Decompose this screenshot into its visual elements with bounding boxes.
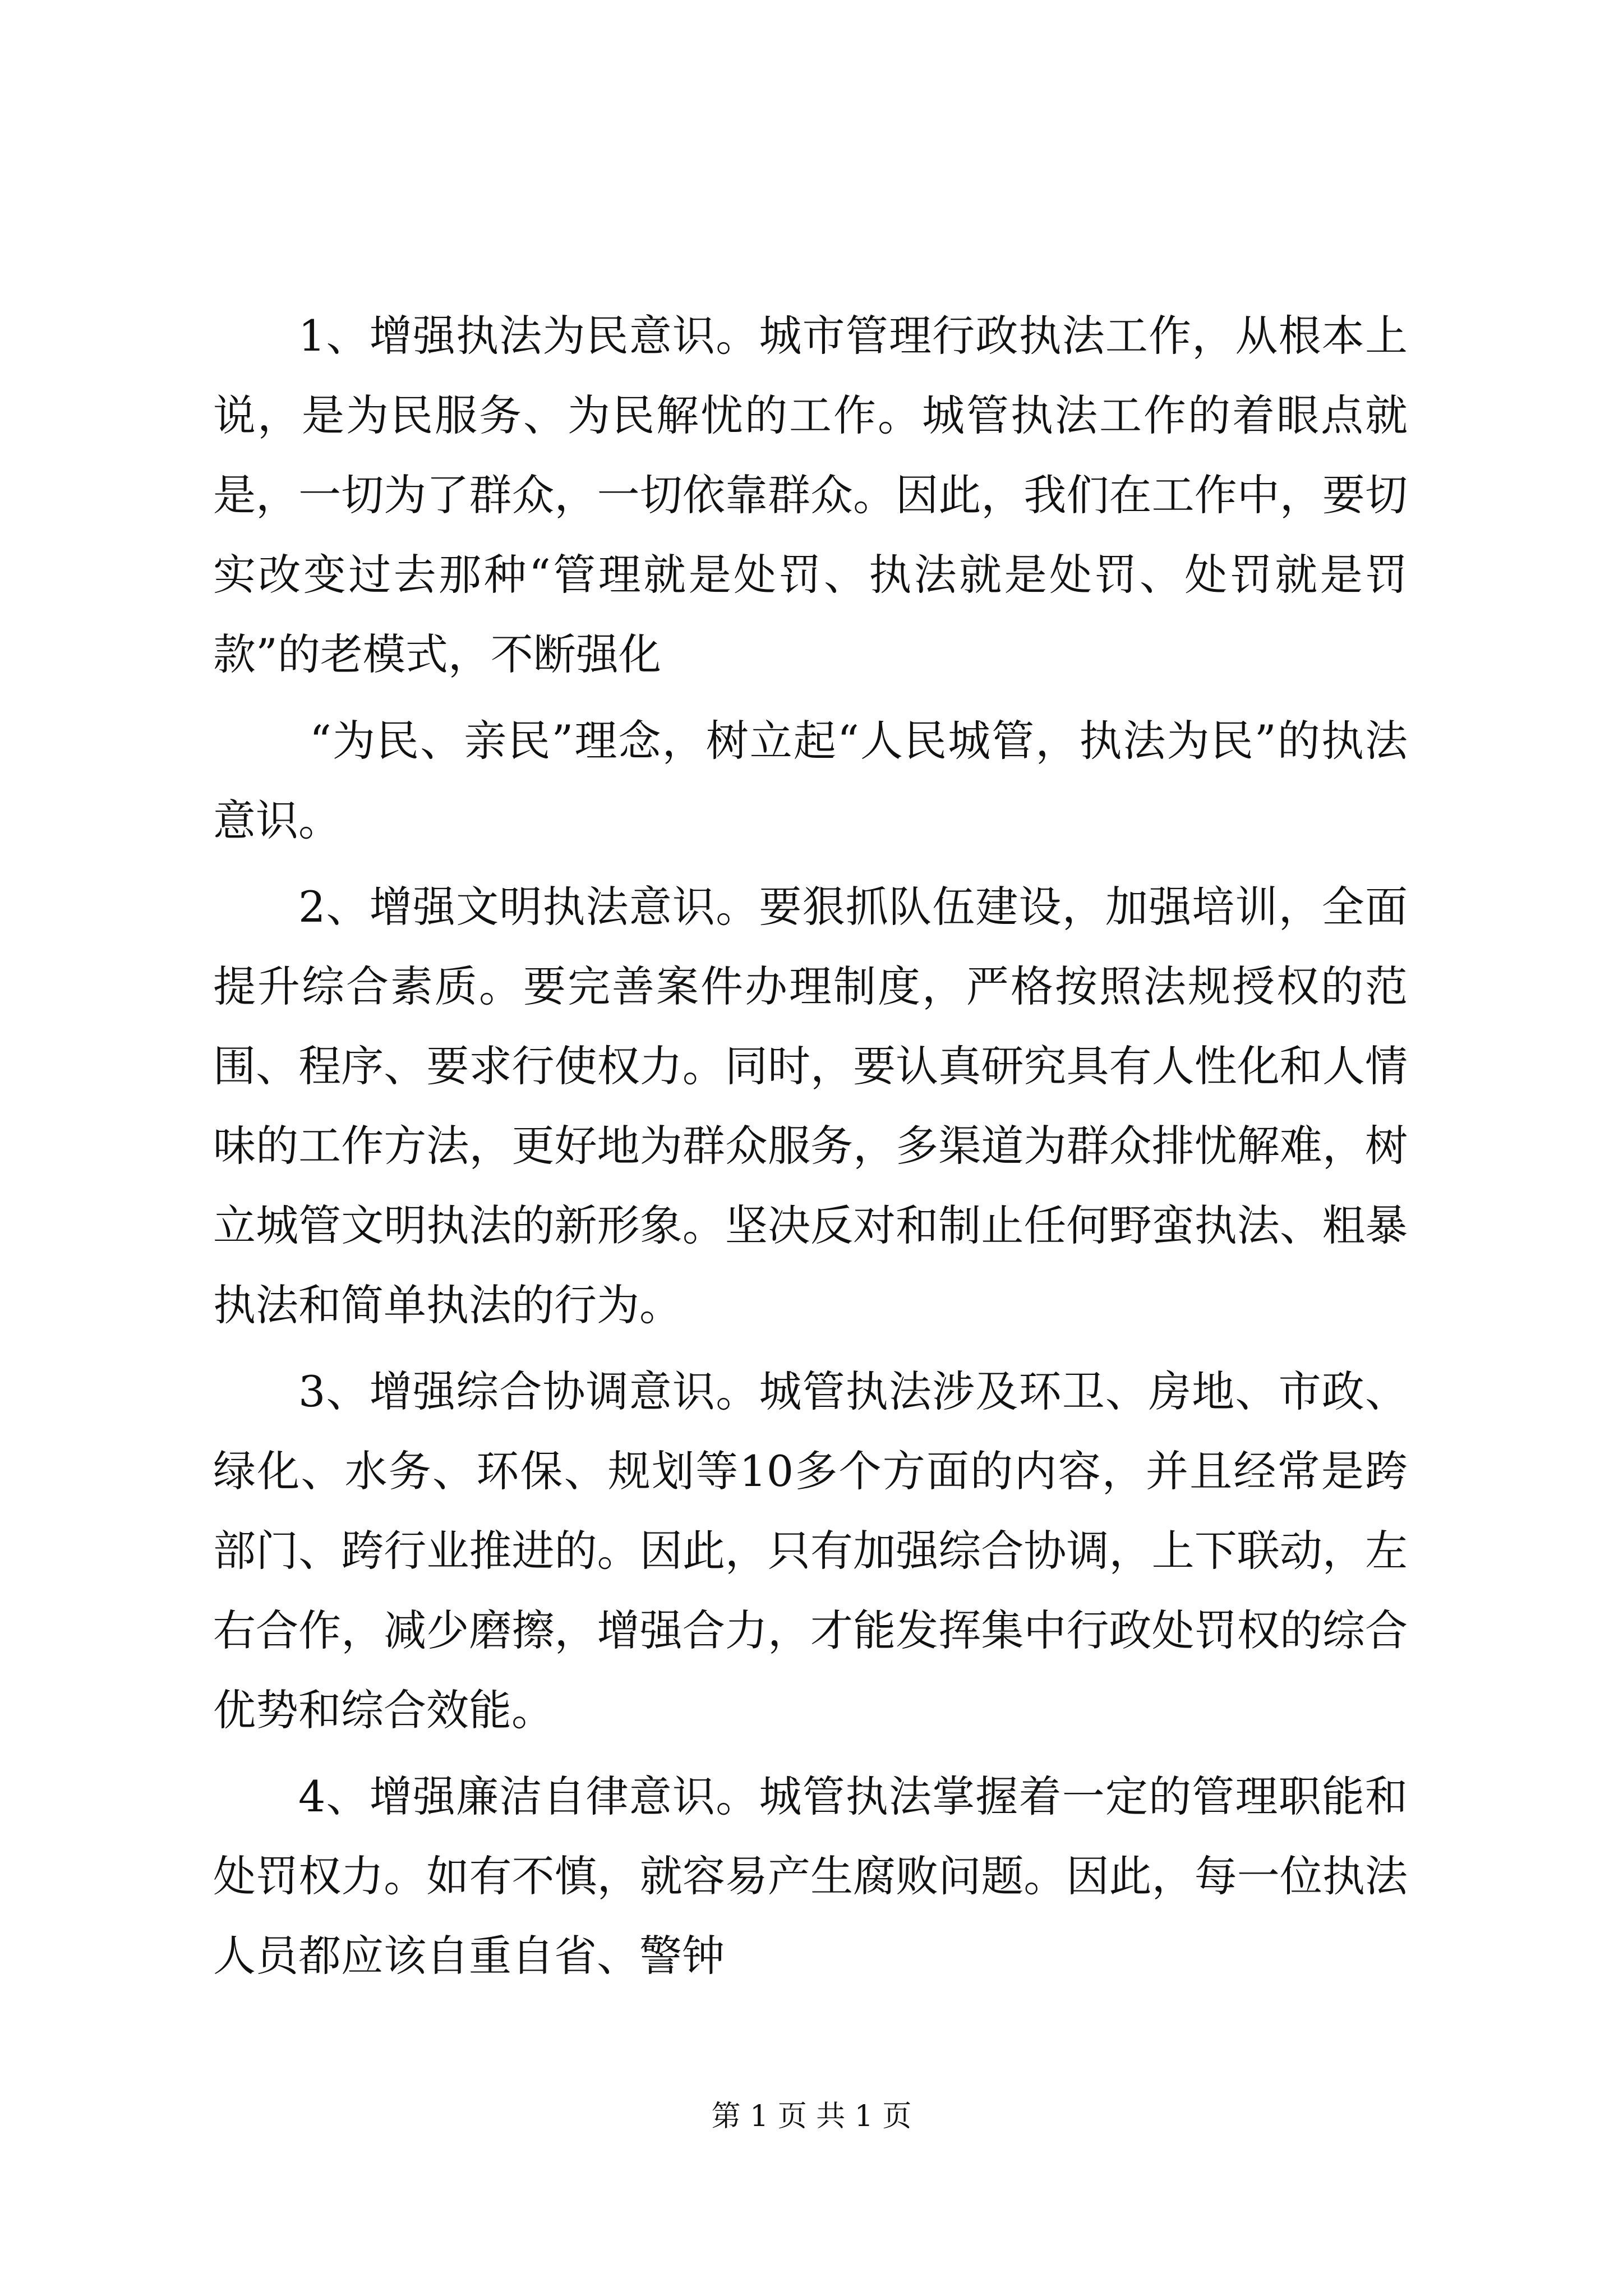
paragraph-3: 3、增强综合协调意识。城管执法涉及环卫、房地、市政、绿化、水务、环保、规划等10多个方面的内容，并且经常是跨部门、跨行业推进的。因此，只有加强综合协调，上下联动，左右合作，减少磨擦，增强合力，才能发挥集中行政处罚权的综合优势和综合效能。 xyxy=(213,1366,1408,1735)
page-footer: 第 1 页 共 1 页 xyxy=(711,2100,912,2133)
paragraph-4: 4、增强廉洁自律意识。城管执法掌握着一定的管理职能和处罚权力。如有不慎，就容易产生腐败问题。因此，每一位执法人员都应该自重自省、警钟 xyxy=(213,1772,1408,1981)
paragraph-1-continued: “为民、亲民”理念，树立起“人民城管，执法为民”的执法意识。 xyxy=(213,716,1408,845)
paragraph-2: 2、增强文明执法意识。要狠抓队伍建设，加强培训，全面提升综合素质。要完善案件办理制度，严格按照法规授权的范围、程序、要求行使权力。同时，要认真研究具有人性化和人情味的工作方法，更好地为群众服务，多渠道为群众排忧解难，树立城管文明执法的新形象。坚决反对和制止任何野蛮执法、粗暴执法和简单执法的行为。 xyxy=(213,882,1408,1330)
paragraph-1: 1、增强执法为民意识。城市管理行政执法工作，从根本上说，是为民服务、为民解忧的工作。城管执法工作的着眼点就是，一切为了群众，一切依靠群众。因此，我们在工作中，要切实改变过去那种“管理就是处罚、执法就是处罚、处罚就是罚款”的老模式，不断强化 xyxy=(213,311,1408,679)
document-body xyxy=(213,296,1408,2003)
